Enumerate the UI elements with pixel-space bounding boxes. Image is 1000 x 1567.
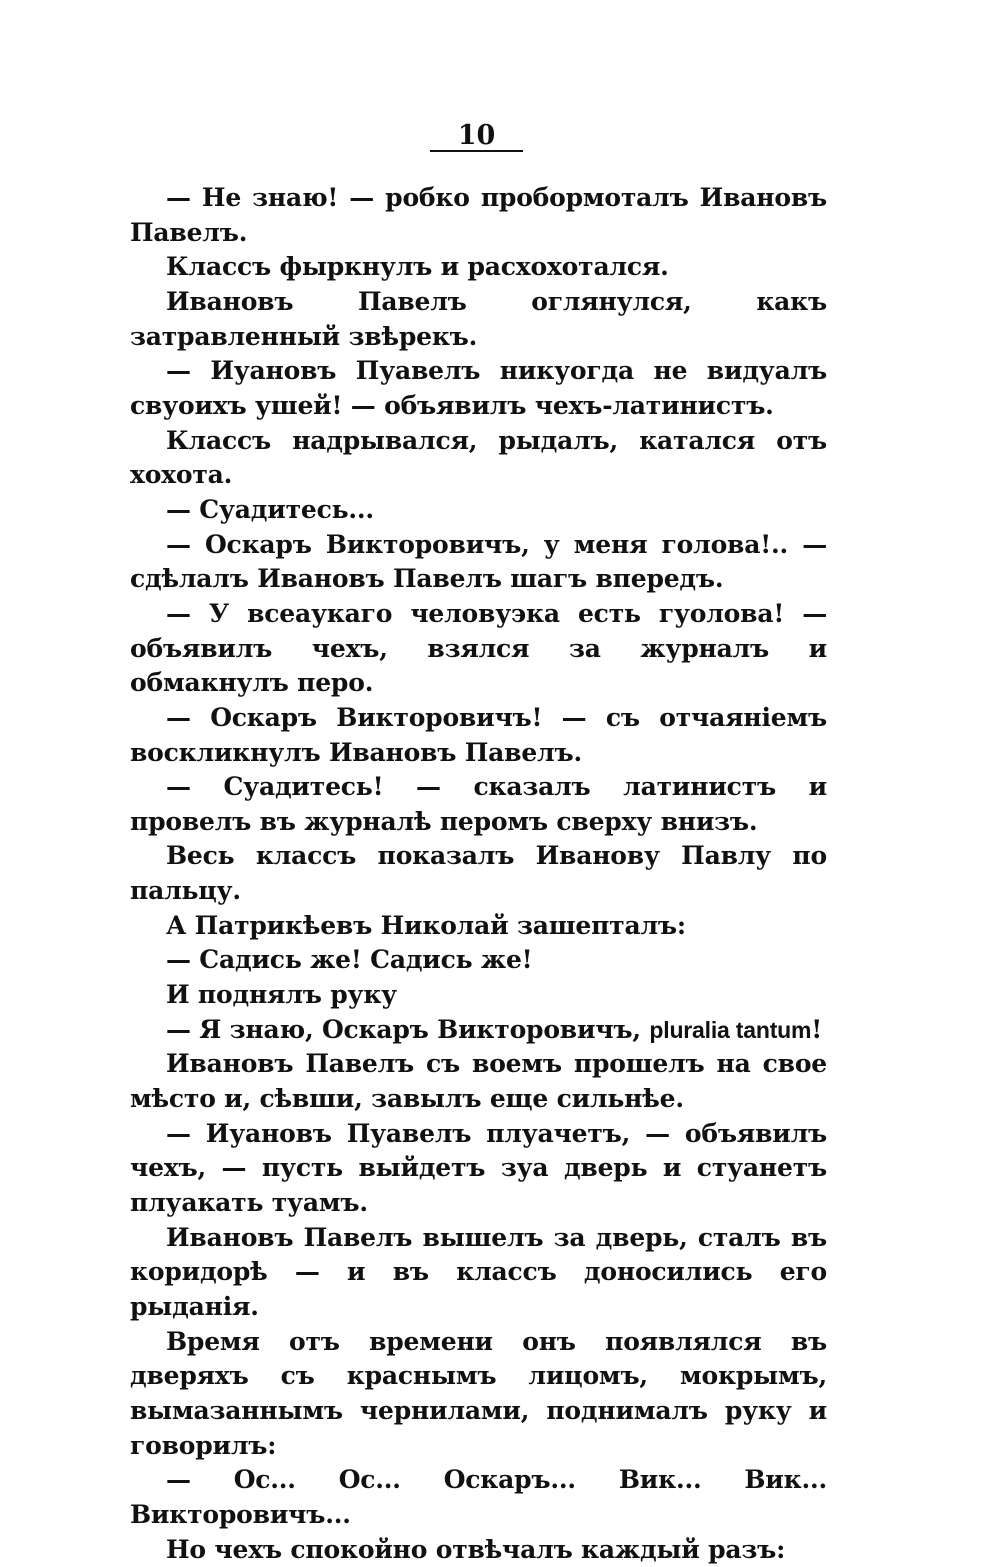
paragraph: — У всеаукаго человуэка есть гуолова! — объявилъ чехъ, взялся за журналъ и обмакнулъ перо. <box>130 598 827 698</box>
paragraph: Ивановъ Павелъ вышелъ за дверь, сталъ въ коридорѣ — и въ классъ доносились его рыданія. <box>130 1222 827 1321</box>
paragraph: — Иуановъ Пуавелъ никуогда не видуалъ свуоихъ ушей! — объявилъ чехъ-латинистъ. <box>130 356 827 420</box>
paragraph: И поднялъ руку <box>166 980 397 1010</box>
paragraph: Но чехъ спокойно отвѣчалъ каждый разъ: <box>166 1534 786 1564</box>
paragraph: Ивановъ Павелъ оглянулся, какъ затравленный звѣрекъ. <box>130 286 827 351</box>
paragraph-latin <box>130 1013 827 1048</box>
paragraph: Весь классъ показалъ Иванову Павлу по пальцу. <box>130 841 827 906</box>
paragraph: Классъ фыркнулъ и расхохотался. <box>166 252 669 282</box>
paragraph: — Суадитесь... <box>166 494 374 524</box>
paragraph: Классъ надрывался, рыдалъ, катался отъ хохота. <box>130 425 827 490</box>
paragraph: Ивановъ Павелъ съ воемъ прошелъ на свое мѣсто и, сѣвши, завылъ еще сильнѣе. <box>130 1049 827 1114</box>
paragraph: — Оскаръ Викторовичъ! — съ отчаяніемъ воскликнулъ Ивановъ Павелъ. <box>130 702 827 767</box>
paragraph: — Иуановъ Пуавелъ плуачетъ, — объявилъ чехъ, — пусть выйдетъ зуа дверь и стуанетъ плуакать туамъ. <box>130 1118 827 1218</box>
paragraph: — Суадитесь! — сказалъ латинистъ и провелъ въ журналѣ перомъ сверху внизъ. <box>130 772 827 836</box>
paragraph: — Садись же! Садись же! <box>166 945 533 975</box>
latin-before: — Я знаю, Оскаръ Викторовичъ, <box>166 1014 650 1044</box>
page-number: 10 <box>457 120 496 151</box>
paragraph: — Не знаю! — робко пробормоталъ Ивановъ Павелъ. <box>130 183 827 247</box>
page-number-rule <box>430 150 523 152</box>
body-text <box>130 181 827 1567</box>
paragraph: А Патрикѣевъ Николай зашепталъ: <box>166 910 686 940</box>
paragraph: — Ос... Ос... Оскаръ... Вик... Вик... Викторовичъ... <box>130 1465 827 1529</box>
latin-after: ! <box>811 1014 823 1044</box>
latin-term: pluralia tantum <box>649 1016 812 1043</box>
paragraph: — Оскаръ Викторовичъ, у меня голова!.. — сдѣлалъ Ивановъ Павелъ шагъ впередъ. <box>130 529 827 594</box>
paragraph: Время отъ времени онъ появлялся въ дверяхъ съ краснымъ лицомъ, мокрымъ, вымазаннымъ чернилами, поднималъ руку и говорилъ: <box>130 1326 827 1460</box>
